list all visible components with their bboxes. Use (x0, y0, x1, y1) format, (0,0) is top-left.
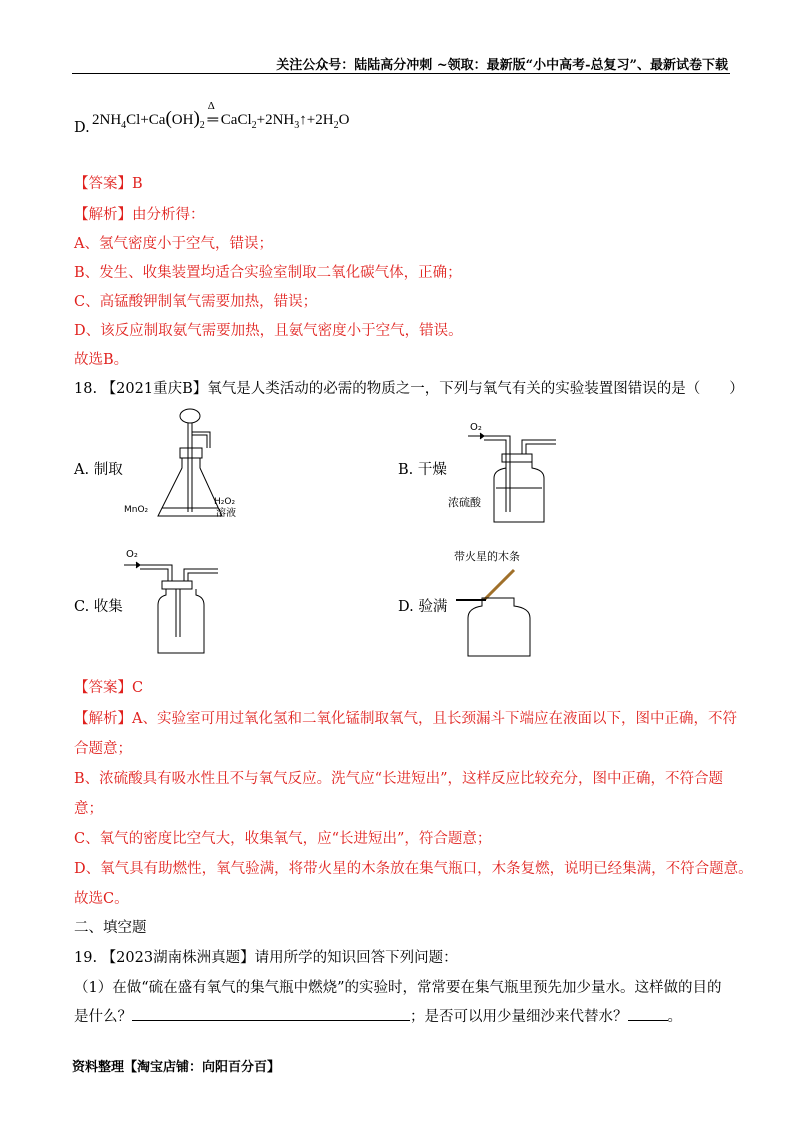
q17-analysis-line: 故选B。 (74, 352, 129, 368)
q19-stem: 19. 【2023湖南株洲真题】请用所学的知识回答下列问题： (74, 950, 458, 966)
figure-a-mno2-label: MnO₂ (124, 505, 149, 515)
figure-a-solution-label: 溶液 (216, 508, 236, 519)
figure-b-acid-label: 浓硫酸 (448, 496, 481, 509)
figure-d-splint-label: 带火星的木条 (454, 550, 520, 563)
figure-a-generator (118, 408, 258, 528)
q18-analysis-line: C、氧气的密度比空气大，收集氧气，应“长进短出”，符合题意； (74, 831, 492, 847)
q17-option-d-label: D. (74, 120, 90, 136)
section-title: 二、填空题 (74, 920, 147, 936)
q18-analysis-line: B、浓硫酸具有吸水性且不与氧气反应。洗气应“长进短出”，这样反应比较充分，图中正确，不符合题 (74, 771, 723, 787)
figure-c-collection-bottle (118, 545, 258, 660)
q18-analysis-line: 合题意； (74, 741, 132, 757)
figure-c-o2-label: O₂ (126, 549, 138, 560)
q18-analysis-line: 故选C。 (74, 891, 129, 907)
q19-sub1-line2: 是什么？ ；是否可以用少量细沙来代替水？ 。 (74, 1005, 682, 1026)
q18-option-c: C. 收集 (74, 599, 123, 615)
q18-stem: 18. 【2021重庆B】氧气是人类活动的必需的物质之一，下列与氧气有关的实验装置图错误的是（ ） (74, 381, 744, 397)
page-footer: 资料整理【淘宝店铺：向阳百分百】 (72, 1060, 281, 1075)
answer-blank[interactable] (628, 1006, 668, 1021)
q17-analysis-line: A、氢气密度小于空气，错误； (74, 236, 273, 252)
q17-equation: $2NH_4Cl+Ca(OH)_2$ Δ ═ $CaCl_2+2NH_3↑+2H_2O$ (92, 100, 350, 131)
answer-blank[interactable] (132, 1006, 410, 1021)
q19-sub1-line1: （1）在做“硫在盛有氧气的集气瓶中燃烧”的实验时，常常要在集气瓶里预先加少量水。这样做的目的 (74, 980, 722, 996)
q18-analysis-line: 【解析】A、实验室可用过氧化氢和二氧化锰制取氧气，且长颈漏斗下端应在液面以下，图中正确，不符 (74, 711, 737, 727)
q17-answer: 【答案】B (74, 176, 143, 192)
figure-d-check-full (448, 540, 598, 662)
page-header: 关注公众号：陆陆高分冲刺 ~领取：最新版“小中高考-总复习”、最新试卷下载 (276, 58, 728, 73)
q18-option-a: A. 制取 (74, 462, 123, 478)
figure-b-o2-label: O₂ (470, 422, 482, 433)
q18-analysis-line: 意； (74, 801, 103, 817)
q18-answer: 【答案】C (74, 680, 144, 696)
q17-analysis-line: B、发生、收集装置均适合实验室制取二氧化碳气体，正确； (74, 265, 462, 281)
q18-option-b: B. 干燥 (398, 462, 447, 478)
q17-analysis-line: 【解析】由分析得： (74, 207, 205, 223)
figure-a-h2o2-label: H₂O₂ (214, 497, 236, 507)
figure-b-washing-bottle (440, 418, 590, 530)
q17-analysis-line: D、该反应制取氨气需要加热，且氨气密度小于空气，错误。 (74, 323, 463, 339)
header-rule (72, 73, 730, 74)
q18-analysis-line: D、氧气具有助燃性，氧气验满，将带火星的木条放在集气瓶口，木条复燃，说明已经集满，不符合题意。 (74, 861, 753, 877)
q18-option-d: D. 验满 (398, 599, 448, 615)
q17-analysis-line: C、高锰酸钾制氧气需要加热，错误； (74, 294, 318, 310)
